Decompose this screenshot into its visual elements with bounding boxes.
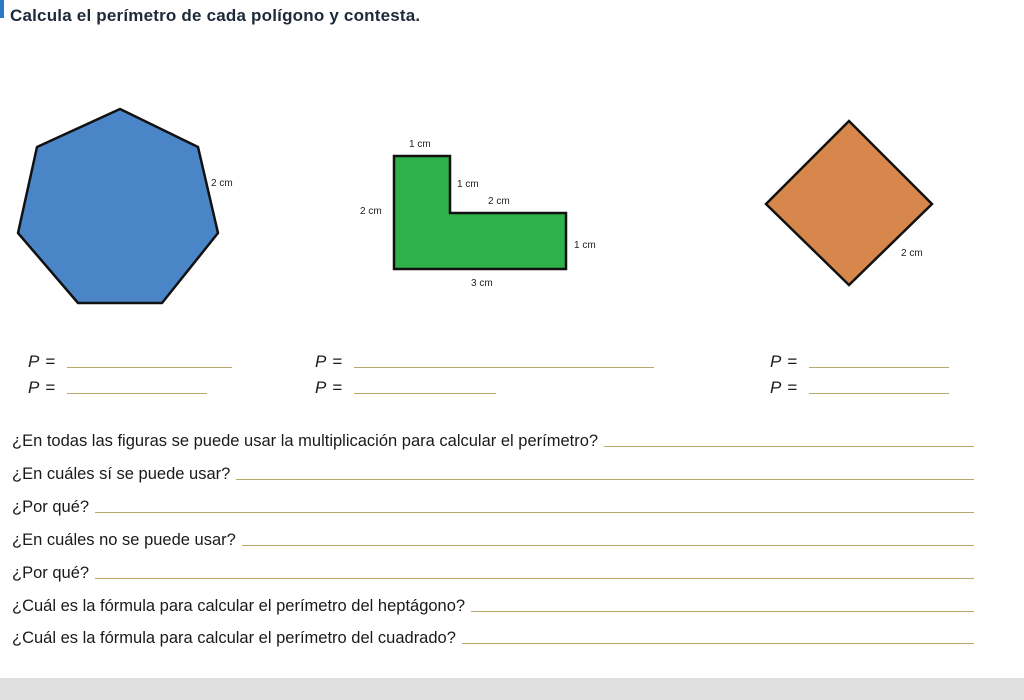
- question-text: ¿En cuáles sí se puede usar?: [12, 465, 231, 483]
- eq-sign: =: [45, 378, 56, 397]
- heptagon-shape: [18, 109, 218, 303]
- question-text: ¿Por qué?: [12, 564, 90, 582]
- question-text: ¿Cuál es la fórmula para calcular el perímetro del cuadrado?: [12, 629, 456, 647]
- answer-line[interactable]: [462, 643, 974, 644]
- answer-l-shape-2: [315, 378, 496, 398]
- p-label: P: [770, 352, 782, 371]
- answer-line[interactable]: [95, 512, 974, 513]
- question-text: ¿En cuáles no se puede usar?: [12, 531, 236, 549]
- question-5: [12, 564, 974, 583]
- l-top-label: 1 cm: [409, 139, 431, 150]
- answer-line[interactable]: [67, 366, 232, 368]
- title-accent: [0, 0, 4, 18]
- square-figure: [762, 115, 937, 290]
- p-label: P: [315, 352, 327, 371]
- footer-band: [0, 678, 1024, 700]
- question-text: ¿Por qué?: [12, 498, 90, 516]
- l-left-label: 2 cm: [360, 206, 382, 217]
- answer-line[interactable]: [809, 392, 949, 394]
- answer-heptagon-1: [28, 352, 232, 372]
- question-text: ¿En todas las figuras se puede usar la multiplicación para calcular el perímetro?: [12, 432, 599, 450]
- eq-sign: =: [787, 352, 798, 371]
- p-label: P: [28, 378, 40, 397]
- eq-sign: =: [45, 352, 56, 371]
- page-title: Calcula el perímetro de cada polígono y contesta.: [10, 6, 421, 25]
- l-shape-figure: [390, 150, 575, 275]
- question-4: [12, 531, 974, 550]
- answer-l-shape-1: [315, 352, 654, 372]
- heptagon-side-label: 2 cm: [211, 178, 233, 189]
- answer-line[interactable]: [354, 392, 496, 394]
- l-bottom-label: 3 cm: [471, 278, 493, 289]
- answer-line[interactable]: [236, 479, 974, 480]
- answer-line[interactable]: [471, 611, 974, 612]
- p-label: P: [315, 378, 327, 397]
- square-shape: [766, 121, 932, 285]
- question-3: [12, 498, 974, 517]
- l-inner-vertical-label: 1 cm: [457, 179, 479, 190]
- answer-line[interactable]: [67, 392, 207, 394]
- p-label: P: [28, 352, 40, 371]
- question-6: [12, 597, 974, 616]
- answer-line[interactable]: [809, 366, 949, 368]
- answer-line[interactable]: [604, 446, 974, 447]
- eq-sign: =: [787, 378, 798, 397]
- square-side-label: 2 cm: [901, 248, 923, 259]
- l-right-label: 1 cm: [574, 240, 596, 251]
- answer-square-2: [770, 378, 949, 398]
- answer-line[interactable]: [95, 578, 974, 579]
- answer-heptagon-2: [28, 378, 207, 398]
- question-7: [12, 629, 974, 648]
- answer-line[interactable]: [354, 366, 654, 368]
- answer-line[interactable]: [242, 545, 974, 546]
- question-1: [12, 432, 974, 451]
- eq-sign: =: [332, 352, 343, 371]
- heptagon-figure: [10, 100, 230, 315]
- p-label: P: [770, 378, 782, 397]
- question-text: ¿Cuál es la fórmula para calcular el perímetro del heptágono?: [12, 597, 466, 615]
- eq-sign: =: [332, 378, 343, 397]
- answer-square-1: [770, 352, 949, 372]
- l-inner-horizontal-label: 2 cm: [488, 196, 510, 207]
- question-2: [12, 465, 974, 484]
- l-shape-shape: [394, 156, 566, 269]
